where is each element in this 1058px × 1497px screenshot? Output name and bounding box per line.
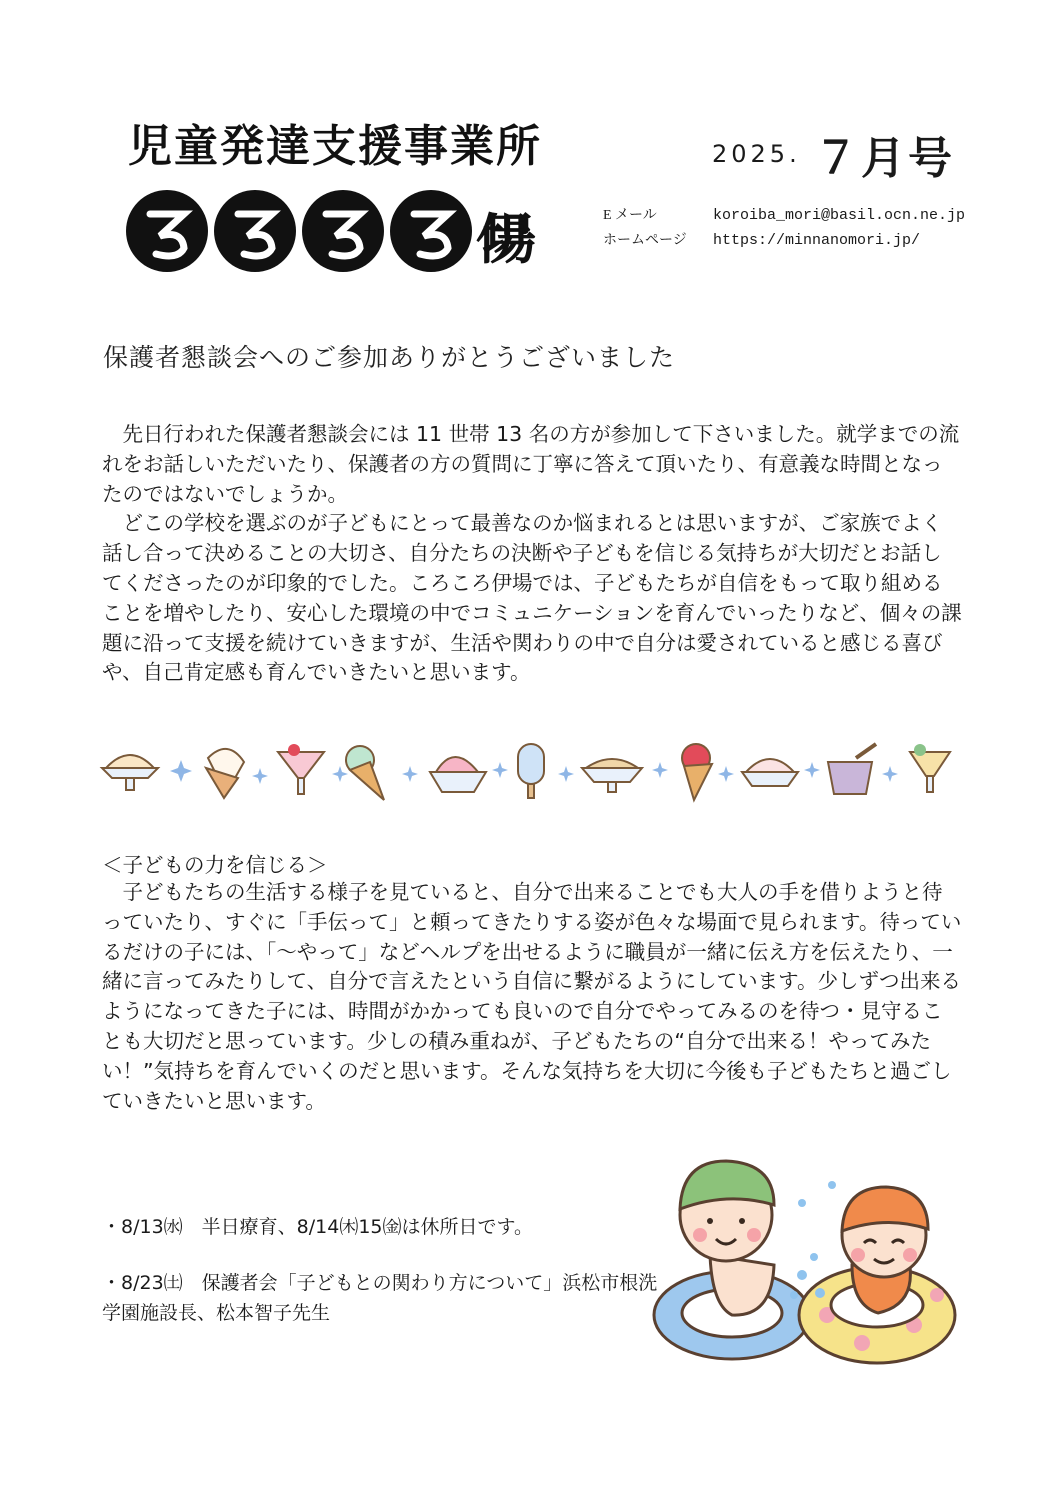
notice-item: ・8/13㈬ 半日療育、8/14㈭15㈮は休所日です。 <box>102 1216 533 1238</box>
homepage-url[interactable]: https://minnanomori.jp/ <box>713 232 921 249</box>
svg-text:伊場: 伊場 <box>476 208 536 271</box>
swimming-children-illustration <box>652 1155 962 1375</box>
koroiba-logo <box>120 180 540 280</box>
email-label: E メール <box>603 208 657 223</box>
child-power-body <box>102 878 962 1116</box>
section-heading-child-power: ＜子どもの力を信じる＞ <box>102 853 328 877</box>
sweet-icon-5 <box>430 757 486 792</box>
section-heading-thanks: 保護者懇談会へのご参加ありがとうございました <box>103 343 676 372</box>
sweet-icon-11 <box>910 744 950 792</box>
homepage-row <box>603 229 920 249</box>
sweet-icon-7 <box>582 759 642 792</box>
sweet-icon-9 <box>742 759 798 786</box>
email-row <box>603 204 965 224</box>
child-power-paragraph: 子どもたちの生活する様子を見ていると、自分で出来ることでも大人の手を借りようと待っていたり、すぐに「手伝って」と頼ってきたりする姿が色々な場面で見られます。待っているだけの子には、「～やって」などヘルプを出せるように職員が一緒に伝え方を伝えたり、一緒に言ってみたりして、自分で言えたという自信に繋がるようにしています。少しずつ出来るようになってきた子には、時間がかかっても良いので自分でやってみるのを待つ・見守ることも大切だと思っています。少しの積み重ねが、子どもたちの“自分で出来る！やってみたい！”気持ちを育んでいくのだと思います。そんな気持ちを大切に今後も子どもたちと過ごしていきたいと思います。 <box>102 880 962 1113</box>
sweet-icon-6 <box>518 744 544 798</box>
thanks-paragraph-1: 先日行われた保護者懇談会には 11 世帯 13 名の方が参加して下さいました。就学までの流れをお話しいただいたり、保護者の方の質問に丁寧に答えて頂いたり、有意義な時間となったのではないでしょうか。 <box>102 422 960 506</box>
ice-cream-divider <box>98 738 956 804</box>
issue-year: 2025. <box>712 140 801 168</box>
sweet-icon-1 <box>102 755 158 790</box>
sweet-icon-8 <box>682 744 712 800</box>
notice-item: ・8/23㈯ 保護者会「子どもとの関わり方について」浜松市根洗学園施設長、松本智子先生 <box>102 1272 658 1324</box>
sweet-icon-2 <box>206 749 244 798</box>
email-address[interactable]: koroiba_mori@basil.ocn.ne.jp <box>713 207 966 224</box>
sweet-icon-10 <box>828 744 876 794</box>
homepage-label: ホームページ <box>603 233 687 248</box>
thanks-body <box>102 420 962 688</box>
org-name: 児童発達支援事業所 <box>128 121 542 172</box>
sweet-icon-4 <box>346 746 384 800</box>
sweet-icon-3 <box>278 744 324 794</box>
issue-month: ７月号 <box>814 133 955 184</box>
thanks-paragraph-2: どこの学校を選ぶのが子どもにとって最善なのか悩まれるとは思いますが、ご家族でよく話し合って決めることの大切さ、自分たちの決断や子どもを信じる気持ちが大切だとお話してくださったのが印象的でした。ころころ伊場では、子どもたちが自信をもって取り組めることを増やしたり、安心した環境の中でコミュニケーションを育んでいったりなど、個々の課題に沿って支援を続けていきますが、生活や関わりの中で自分は愛されていると感じる喜びや、自己肯定感も育んでいきたいと思います。 <box>102 511 962 685</box>
